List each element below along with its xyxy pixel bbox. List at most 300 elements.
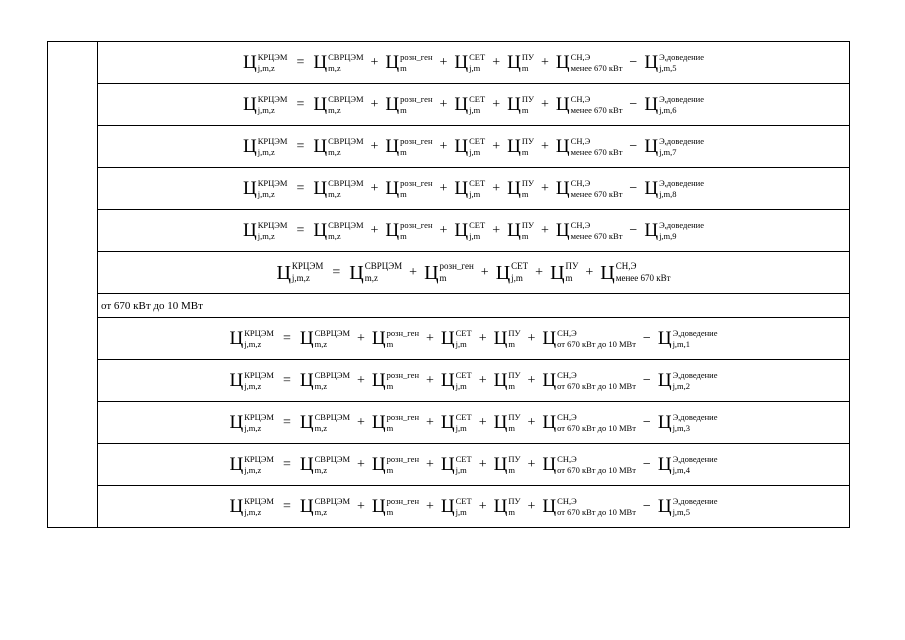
subscript: j,m,z bbox=[257, 230, 275, 241]
operator: + bbox=[439, 180, 448, 196]
superscript: розн_ген bbox=[386, 369, 419, 380]
term-pu bbox=[494, 413, 521, 432]
operator: − bbox=[629, 54, 638, 70]
base-symbol: Ц bbox=[644, 136, 659, 157]
subscript: m,z bbox=[328, 62, 341, 73]
term-sn bbox=[542, 497, 636, 516]
subscript: менее 670 кВт bbox=[570, 230, 623, 241]
base-symbol: Ц bbox=[229, 328, 244, 349]
operator: + bbox=[426, 414, 434, 430]
base-symbol: Ц bbox=[493, 328, 508, 349]
term-rozn bbox=[372, 371, 419, 390]
superscript: ПУ bbox=[565, 261, 579, 272]
subscript: m bbox=[400, 146, 407, 157]
term-lhs bbox=[230, 497, 274, 516]
superscript: СН,Э bbox=[557, 369, 577, 380]
term-set bbox=[441, 497, 472, 516]
term-pu bbox=[494, 371, 521, 390]
operator: = bbox=[296, 222, 305, 238]
base-symbol: Ц bbox=[385, 94, 400, 115]
term-rozn bbox=[385, 179, 432, 198]
base-symbol: Ц bbox=[493, 412, 508, 433]
term-svr bbox=[313, 53, 363, 72]
superscript: СВРЦЭМ bbox=[328, 219, 364, 230]
subscript: m bbox=[521, 188, 529, 199]
operator: + bbox=[357, 414, 365, 430]
formula bbox=[243, 221, 704, 240]
subscript: m bbox=[386, 464, 394, 475]
subscript: j,m,5 bbox=[672, 506, 691, 517]
subscript: от 670 кВт до 10 МВт bbox=[557, 338, 636, 349]
term-lhs bbox=[230, 455, 274, 474]
superscript: СЕТ bbox=[469, 177, 486, 188]
subscript: от 670 кВт до 10 МВт bbox=[557, 380, 636, 391]
subscript: m bbox=[521, 104, 529, 115]
formula bbox=[276, 263, 670, 283]
base-symbol: Ц bbox=[371, 370, 386, 391]
subscript: j,m bbox=[511, 272, 523, 283]
term-dov bbox=[644, 179, 704, 198]
term-svr bbox=[300, 413, 350, 432]
base-symbol: Ц bbox=[555, 52, 570, 73]
superscript: СЕТ bbox=[455, 327, 472, 338]
subscript: j,m bbox=[455, 338, 467, 349]
subscript: m bbox=[400, 230, 407, 241]
base-symbol: Ц bbox=[440, 412, 455, 433]
table-row bbox=[48, 168, 850, 210]
operator: = bbox=[332, 264, 341, 280]
superscript: КРЦЭМ bbox=[257, 51, 288, 62]
subscript: m bbox=[565, 272, 573, 283]
term-sn bbox=[542, 371, 636, 390]
base-symbol: Ц bbox=[229, 370, 244, 391]
term-dov bbox=[658, 371, 718, 390]
formula-cell bbox=[98, 126, 850, 168]
superscript: СВРЦЭМ bbox=[314, 369, 350, 380]
operator: + bbox=[535, 264, 544, 280]
base-symbol: Ц bbox=[495, 261, 511, 284]
term-lhs bbox=[230, 329, 274, 348]
superscript: СЕТ bbox=[469, 135, 486, 146]
base-symbol: Ц bbox=[507, 220, 521, 241]
term-pu bbox=[507, 179, 534, 198]
operator: + bbox=[370, 96, 379, 112]
term-pu bbox=[507, 95, 534, 114]
superscript: СЕТ bbox=[469, 51, 486, 62]
superscript: Э,доведение bbox=[672, 453, 718, 464]
term-dov bbox=[658, 329, 718, 348]
base-symbol: Ц bbox=[243, 178, 257, 199]
superscript: КРЦЭМ bbox=[244, 327, 274, 338]
subscript: менее 670 кВт bbox=[570, 104, 623, 115]
superscript: СВРЦЭМ bbox=[314, 453, 350, 464]
table-row bbox=[48, 486, 850, 528]
base-symbol: Ц bbox=[299, 370, 314, 391]
superscript: розн_ген bbox=[400, 177, 433, 188]
base-symbol: Ц bbox=[454, 178, 469, 199]
operator: + bbox=[527, 414, 536, 430]
superscript: Э,доведение bbox=[672, 327, 718, 338]
term-sn bbox=[556, 179, 623, 198]
subscript: m bbox=[400, 62, 407, 73]
subscript: j,m,5 bbox=[659, 62, 677, 73]
term-pu bbox=[507, 137, 534, 156]
operator: + bbox=[527, 498, 536, 514]
operator: + bbox=[439, 54, 448, 70]
operator: + bbox=[370, 222, 379, 238]
base-symbol: Ц bbox=[276, 261, 291, 284]
operator: = bbox=[296, 180, 305, 196]
operator: + bbox=[478, 498, 487, 514]
subscript: m bbox=[521, 230, 529, 241]
operator: + bbox=[541, 222, 549, 238]
term-pu bbox=[494, 497, 521, 516]
base-symbol: Ц bbox=[313, 136, 328, 157]
base-symbol: Ц bbox=[493, 454, 508, 475]
superscript: ПУ bbox=[508, 327, 521, 338]
table-row bbox=[48, 252, 850, 294]
operator: = bbox=[282, 498, 291, 514]
superscript: СН,Э bbox=[570, 93, 591, 104]
superscript: СЕТ bbox=[511, 261, 529, 272]
formula-cell bbox=[98, 360, 850, 402]
term-set bbox=[441, 371, 472, 390]
term-sn bbox=[542, 329, 636, 348]
operator: + bbox=[439, 138, 448, 154]
superscript: Э,доведение bbox=[672, 411, 718, 422]
superscript: КРЦЭМ bbox=[257, 135, 288, 146]
superscript: ПУ bbox=[521, 219, 535, 230]
superscript: СН,Э bbox=[570, 219, 591, 230]
superscript: ПУ bbox=[508, 495, 521, 506]
term-set bbox=[441, 455, 472, 474]
term-dov bbox=[644, 53, 704, 72]
term-svr bbox=[300, 497, 350, 516]
subscript: m bbox=[521, 62, 529, 73]
term-pu bbox=[494, 455, 521, 474]
base-symbol: Ц bbox=[542, 370, 557, 391]
base-symbol: Ц bbox=[507, 94, 521, 115]
base-symbol: Ц bbox=[299, 454, 314, 475]
subscript: m bbox=[521, 146, 529, 157]
row-number-cell bbox=[48, 42, 98, 528]
term-lhs bbox=[243, 179, 287, 198]
operator: + bbox=[426, 330, 434, 346]
subscript: m,z bbox=[328, 146, 341, 157]
superscript: Э,доведение bbox=[659, 93, 704, 104]
operator: + bbox=[527, 456, 536, 472]
operator: − bbox=[642, 372, 651, 388]
superscript: СЕТ bbox=[469, 219, 486, 230]
subscript: j,m,2 bbox=[672, 380, 691, 391]
operator: + bbox=[478, 414, 487, 430]
subscript: m bbox=[508, 464, 515, 475]
subscript: j,m,z bbox=[244, 380, 262, 391]
operator: − bbox=[629, 96, 638, 112]
operator: = bbox=[282, 372, 291, 388]
superscript: КРЦЭМ bbox=[291, 261, 324, 272]
base-symbol: Ц bbox=[454, 52, 469, 73]
subscript: j,m bbox=[469, 230, 481, 241]
superscript: СВРЦЭМ bbox=[328, 93, 364, 104]
base-symbol: Ц bbox=[644, 220, 659, 241]
operator: + bbox=[357, 372, 365, 388]
term-svr bbox=[313, 95, 363, 114]
formula-cell bbox=[98, 486, 850, 528]
subscript: m bbox=[386, 422, 394, 433]
subscript: m,z bbox=[314, 422, 328, 433]
base-symbol: Ц bbox=[454, 220, 469, 241]
subscript: j,m,z bbox=[257, 62, 275, 73]
operator: + bbox=[541, 180, 549, 196]
base-symbol: Ц bbox=[385, 52, 400, 73]
formula bbox=[230, 329, 718, 348]
base-symbol: Ц bbox=[313, 94, 328, 115]
base-symbol: Ц bbox=[440, 496, 455, 517]
base-symbol: Ц bbox=[644, 94, 659, 115]
subscript: j,m bbox=[455, 464, 467, 475]
subscript: менее 670 кВт bbox=[570, 188, 623, 199]
term-sn bbox=[556, 137, 623, 156]
superscript: СВРЦЭМ bbox=[314, 327, 350, 338]
operator: + bbox=[480, 264, 489, 280]
operator: + bbox=[357, 498, 365, 514]
subscript: j,m,z bbox=[257, 146, 275, 157]
term-dov bbox=[658, 497, 718, 516]
operator: = bbox=[296, 54, 305, 70]
operator: = bbox=[282, 456, 291, 472]
operator: = bbox=[296, 96, 305, 112]
base-symbol: Ц bbox=[371, 496, 386, 517]
base-symbol: Ц bbox=[644, 178, 659, 199]
base-symbol: Ц bbox=[657, 370, 672, 391]
superscript: ПУ bbox=[508, 453, 521, 464]
term-lhs bbox=[243, 95, 287, 114]
operator: + bbox=[426, 456, 434, 472]
term-set bbox=[454, 95, 485, 114]
operator: + bbox=[492, 138, 501, 154]
operator: + bbox=[439, 96, 448, 112]
superscript: КРЦЭМ bbox=[244, 453, 274, 464]
formula-cell bbox=[98, 402, 850, 444]
subscript: от 670 кВт до 10 МВт bbox=[557, 464, 636, 475]
superscript: ПУ bbox=[508, 369, 521, 380]
subscript: m,z bbox=[314, 506, 328, 517]
superscript: ПУ bbox=[521, 177, 535, 188]
term-sn bbox=[556, 53, 623, 72]
superscript: СН,Э bbox=[557, 327, 577, 338]
base-symbol: Ц bbox=[313, 220, 328, 241]
subscript: j,m bbox=[469, 62, 481, 73]
superscript: СН,Э bbox=[570, 177, 591, 188]
subscript: j,m bbox=[469, 188, 481, 199]
subscript: менее 670 кВт bbox=[615, 272, 671, 283]
operator: + bbox=[370, 54, 379, 70]
subscript: j,m bbox=[455, 422, 467, 433]
term-rozn bbox=[424, 263, 474, 283]
subscript: m bbox=[508, 506, 515, 517]
term-rozn bbox=[372, 455, 419, 474]
superscript: СВРЦЭМ bbox=[314, 495, 350, 506]
base-symbol: Ц bbox=[555, 94, 570, 115]
operator: = bbox=[282, 414, 291, 430]
base-symbol: Ц bbox=[440, 328, 455, 349]
term-dov bbox=[644, 137, 704, 156]
superscript: СВРЦЭМ bbox=[314, 411, 350, 422]
term-rozn bbox=[385, 221, 432, 240]
subscript: j,m,8 bbox=[659, 188, 677, 199]
formula-cell bbox=[98, 252, 850, 294]
base-symbol: Ц bbox=[493, 496, 508, 517]
superscript: розн_ген bbox=[386, 411, 419, 422]
table-row bbox=[48, 360, 850, 402]
operator: + bbox=[357, 456, 365, 472]
subscript: m bbox=[439, 272, 447, 283]
subscript: j,m,z bbox=[244, 506, 262, 517]
term-set bbox=[454, 53, 485, 72]
subscript: менее 670 кВт bbox=[570, 146, 623, 157]
subscript: m bbox=[386, 338, 394, 349]
term-sn bbox=[556, 95, 623, 114]
base-symbol: Ц bbox=[542, 412, 557, 433]
subscript: m bbox=[400, 188, 407, 199]
subscript: m,z bbox=[314, 464, 328, 475]
superscript: СВРЦЭМ bbox=[328, 135, 364, 146]
term-rozn bbox=[372, 413, 419, 432]
subscript: m bbox=[386, 380, 394, 391]
term-lhs bbox=[243, 137, 287, 156]
subscript: m,z bbox=[328, 104, 341, 115]
formula bbox=[243, 179, 704, 198]
subscript: m,z bbox=[314, 338, 328, 349]
subscript: m,z bbox=[314, 380, 328, 391]
base-symbol: Ц bbox=[229, 496, 244, 517]
operator: + bbox=[370, 180, 379, 196]
base-symbol: Ц bbox=[229, 412, 244, 433]
term-set bbox=[441, 413, 472, 432]
superscript: КРЦЭМ bbox=[257, 93, 288, 104]
term-lhs bbox=[230, 371, 274, 390]
superscript: СВРЦЭМ bbox=[328, 177, 364, 188]
subscript: от 670 кВт до 10 МВт bbox=[557, 506, 636, 517]
operator: + bbox=[585, 264, 594, 280]
term-pu bbox=[507, 53, 534, 72]
term-pu bbox=[494, 329, 521, 348]
term-sn bbox=[600, 263, 670, 283]
operator: + bbox=[370, 138, 379, 154]
term-svr bbox=[313, 137, 363, 156]
base-symbol: Ц bbox=[600, 261, 615, 284]
table-row bbox=[48, 318, 850, 360]
operator: − bbox=[642, 330, 651, 346]
superscript: СН,Э bbox=[557, 411, 577, 422]
base-symbol: Ц bbox=[243, 220, 257, 241]
term-rozn bbox=[385, 137, 432, 156]
term-lhs bbox=[243, 221, 287, 240]
operator: + bbox=[357, 330, 365, 346]
subscript: j,m bbox=[455, 506, 467, 517]
base-symbol: Ц bbox=[371, 454, 386, 475]
superscript: СЕТ bbox=[455, 369, 472, 380]
operator: + bbox=[478, 372, 487, 388]
term-svr bbox=[300, 371, 350, 390]
subscript: m bbox=[508, 338, 515, 349]
subscript: m,z bbox=[328, 188, 341, 199]
operator: + bbox=[478, 330, 487, 346]
term-set bbox=[454, 221, 485, 240]
formula bbox=[230, 455, 718, 474]
base-symbol: Ц bbox=[657, 496, 672, 517]
superscript: розн_ген bbox=[400, 135, 433, 146]
table-row bbox=[48, 294, 850, 318]
formula-cell bbox=[98, 444, 850, 486]
term-svr bbox=[300, 329, 350, 348]
base-symbol: Ц bbox=[349, 261, 364, 284]
operator: + bbox=[409, 264, 418, 280]
formula-cell bbox=[98, 318, 850, 360]
term-dov bbox=[658, 455, 718, 474]
subscript: j,m,z bbox=[257, 188, 275, 199]
term-dov bbox=[644, 221, 704, 240]
term-svr bbox=[313, 221, 363, 240]
operator: + bbox=[492, 180, 501, 196]
base-symbol: Ц bbox=[507, 136, 521, 157]
base-symbol: Ц bbox=[299, 328, 314, 349]
formula-cell bbox=[98, 210, 850, 252]
subscript: m bbox=[400, 104, 407, 115]
base-symbol: Ц bbox=[454, 136, 469, 157]
term-pu bbox=[550, 263, 578, 283]
operator: = bbox=[296, 138, 305, 154]
term-svr bbox=[349, 263, 402, 283]
operator: − bbox=[629, 180, 638, 196]
formula-cell bbox=[98, 168, 850, 210]
base-symbol: Ц bbox=[507, 178, 521, 199]
superscript: Э,доведение bbox=[659, 51, 704, 62]
superscript: Э,доведение bbox=[659, 219, 704, 230]
superscript: розн_ген bbox=[400, 93, 433, 104]
base-symbol: Ц bbox=[385, 136, 400, 157]
subscript: j,m bbox=[469, 146, 481, 157]
operator: − bbox=[642, 456, 651, 472]
term-set bbox=[454, 179, 485, 198]
base-symbol: Ц bbox=[657, 454, 672, 475]
superscript: розн_ген bbox=[439, 261, 474, 272]
subscript: m bbox=[508, 422, 515, 433]
base-symbol: Ц bbox=[542, 328, 557, 349]
subscript: m bbox=[386, 506, 394, 517]
base-symbol: Ц bbox=[555, 220, 570, 241]
term-rozn bbox=[372, 497, 419, 516]
base-symbol: Ц bbox=[493, 370, 508, 391]
superscript: СВРЦЭМ bbox=[328, 51, 364, 62]
operator: = bbox=[282, 330, 291, 346]
formula bbox=[230, 497, 718, 516]
operator: + bbox=[541, 138, 549, 154]
term-set bbox=[496, 263, 528, 283]
base-symbol: Ц bbox=[243, 136, 257, 157]
operator: + bbox=[439, 222, 448, 238]
superscript: СН,Э bbox=[570, 51, 591, 62]
superscript: Э,доведение bbox=[672, 495, 718, 506]
term-lhs bbox=[230, 413, 274, 432]
base-symbol: Ц bbox=[424, 261, 439, 284]
subscript: j,m,7 bbox=[659, 146, 677, 157]
operator: − bbox=[629, 222, 638, 238]
base-symbol: Ц bbox=[440, 370, 455, 391]
base-symbol: Ц bbox=[299, 412, 314, 433]
subscript: j,m,9 bbox=[659, 230, 677, 241]
